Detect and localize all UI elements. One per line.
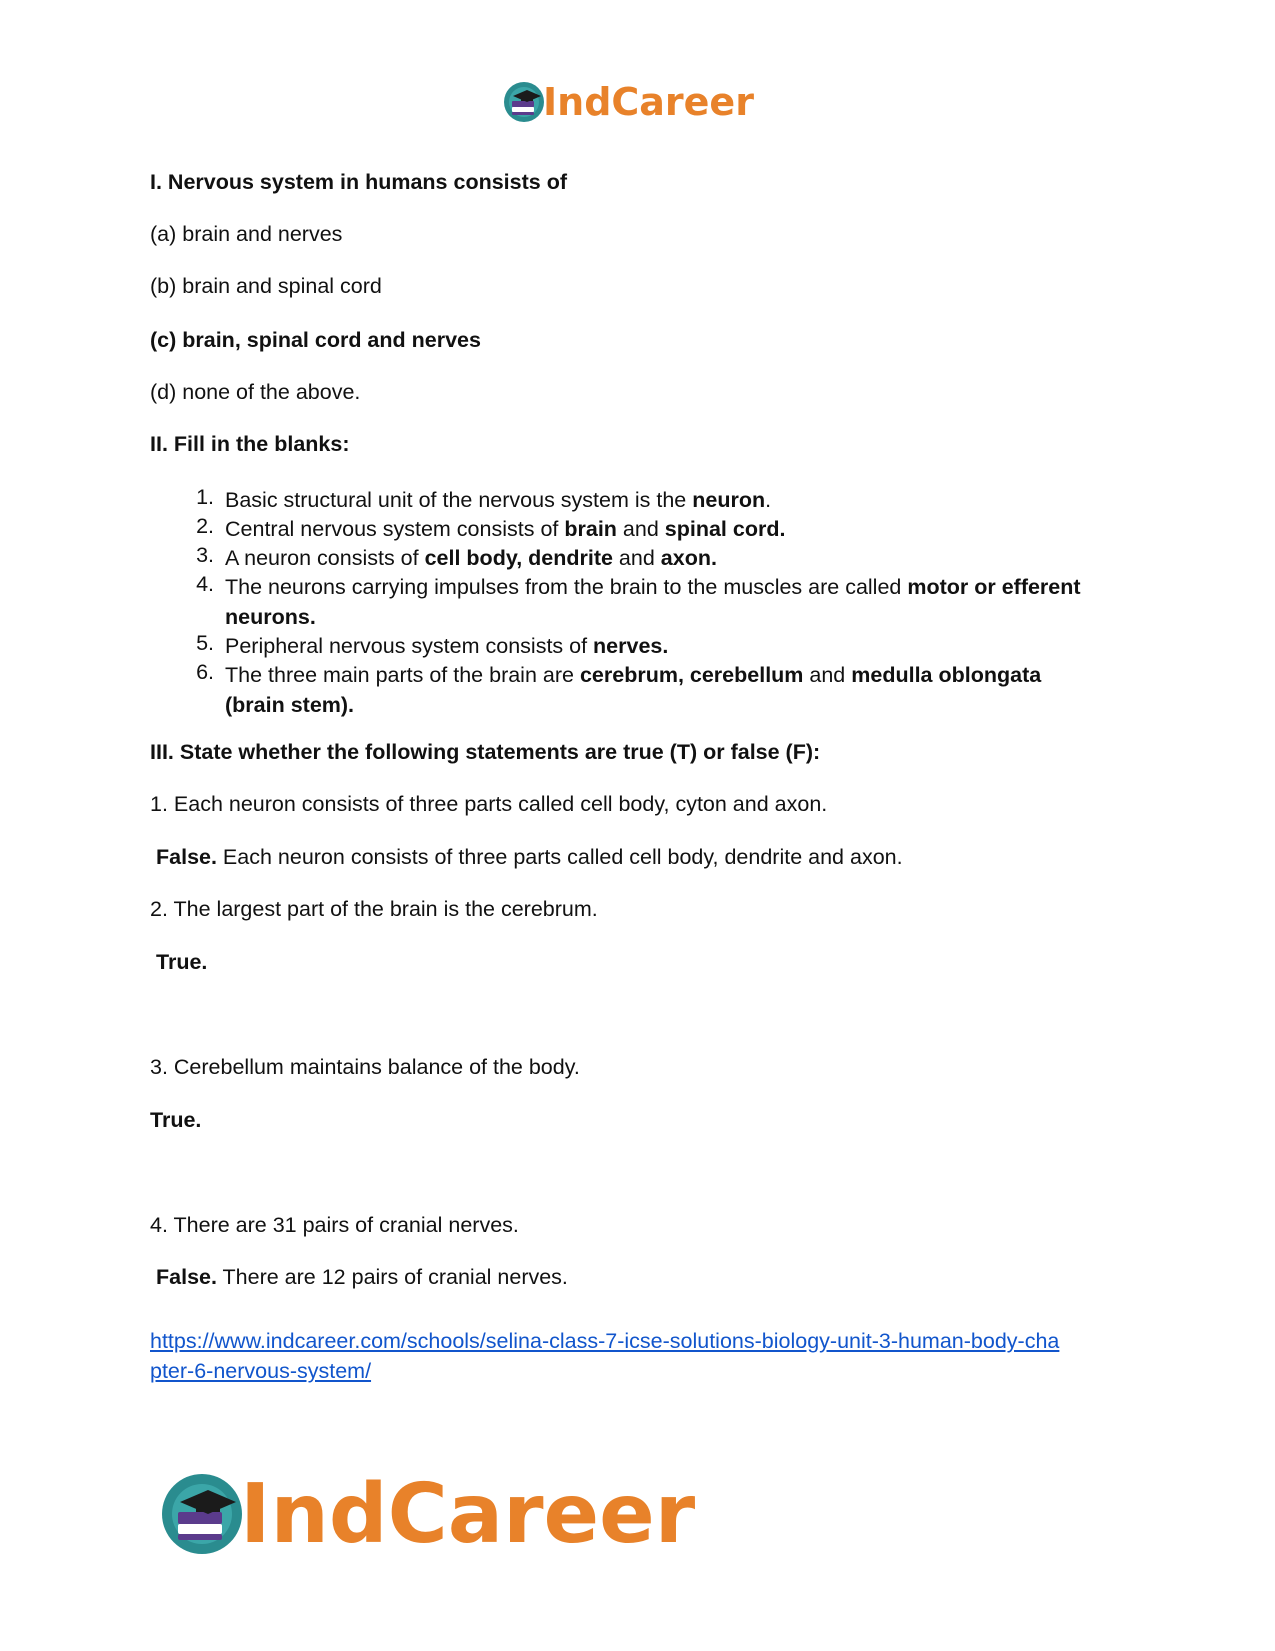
section1-heading: I. Nervous system in humans consists of xyxy=(150,170,567,194)
brand-logo-bottom xyxy=(160,1464,695,1564)
option-c-answer: (c) brain, spinal cord and nerves xyxy=(150,328,481,352)
brand-wordmark: IndCareer xyxy=(240,1466,696,1562)
answer-1: False. Each neuron consists of three parts called cell body, dendrite and axon. xyxy=(156,845,903,869)
section2-heading: II. Fill in the blanks: xyxy=(150,432,350,456)
question-4: 4. There are 31 pairs of cranial nerves. xyxy=(150,1213,519,1237)
question-1: 1. Each neuron consists of three parts called cell body, cyton and axon. xyxy=(150,792,828,816)
question-3: 3. Cerebellum maintains balance of the body. xyxy=(150,1055,580,1079)
question-2: 2. The largest part of the brain is the cerebrum. xyxy=(150,897,598,921)
graduation-book-icon xyxy=(503,81,545,123)
graduation-book-icon xyxy=(160,1472,244,1556)
option-a: (a) brain and nerves xyxy=(150,222,343,246)
brand-logo-top xyxy=(503,76,754,128)
option-b: (b) brain and spinal cord xyxy=(150,274,382,298)
section3-heading: III. State whether the following statements are true (T) or false (F): xyxy=(150,740,821,764)
answer-4: False. There are 12 pairs of cranial nerves. xyxy=(156,1265,568,1289)
source-link[interactable]: https://www.indcareer.com/schools/selina-class-7-icse-solutions-biology-unit-3-human-body-cha pter-6-nervous-system/ xyxy=(150,1329,1060,1383)
answer-3: True. xyxy=(150,1108,202,1132)
option-d: (d) none of the above. xyxy=(150,380,361,404)
answer-2: True. xyxy=(156,950,208,974)
brand-wordmark: IndCareer xyxy=(543,80,754,124)
